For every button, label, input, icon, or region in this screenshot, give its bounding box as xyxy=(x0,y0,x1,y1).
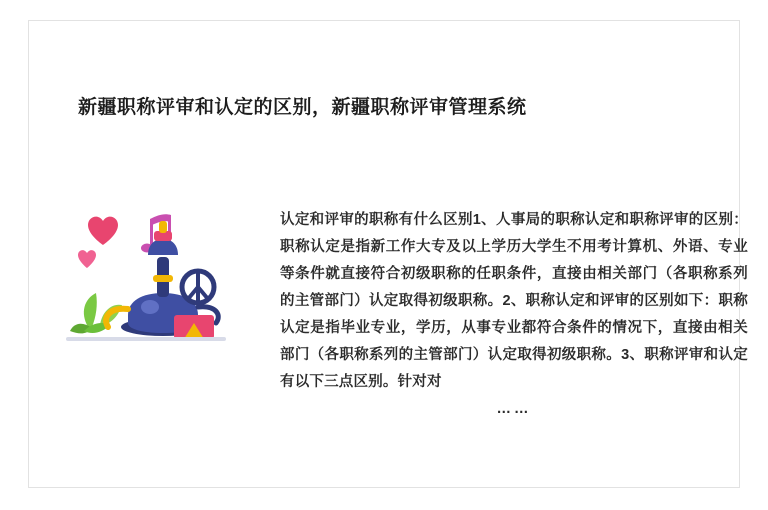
hookah-lamp-love-peace-illustration xyxy=(58,195,238,355)
article-body-text: 认定和评审的职称有什么区别1、人事局的职称认定和职称评审的区别：职称认定是指新工作大专及以上学历大学生不用考计算机、外语、专业等条件就直接符合初级职称的任职条件，直接由相关部门（各职称系列的主管部门）认定取得初级职称。2、职称认定和评审的区别如下：职称认定是指毕业专业，学历，从事专业都符合条件的情况下，直接由相关部门（各职称系列的主管部门）认定取得初级职称。3、职称评审和认定有以下三点区别。针对对 xyxy=(280,212,748,390)
article-body xyxy=(280,207,748,423)
page-title: 新疆职称评审和认定的区别，新疆职称评审管理系统 xyxy=(78,96,527,118)
article-ellipsis: …… xyxy=(496,401,532,417)
content-area xyxy=(48,185,748,462)
